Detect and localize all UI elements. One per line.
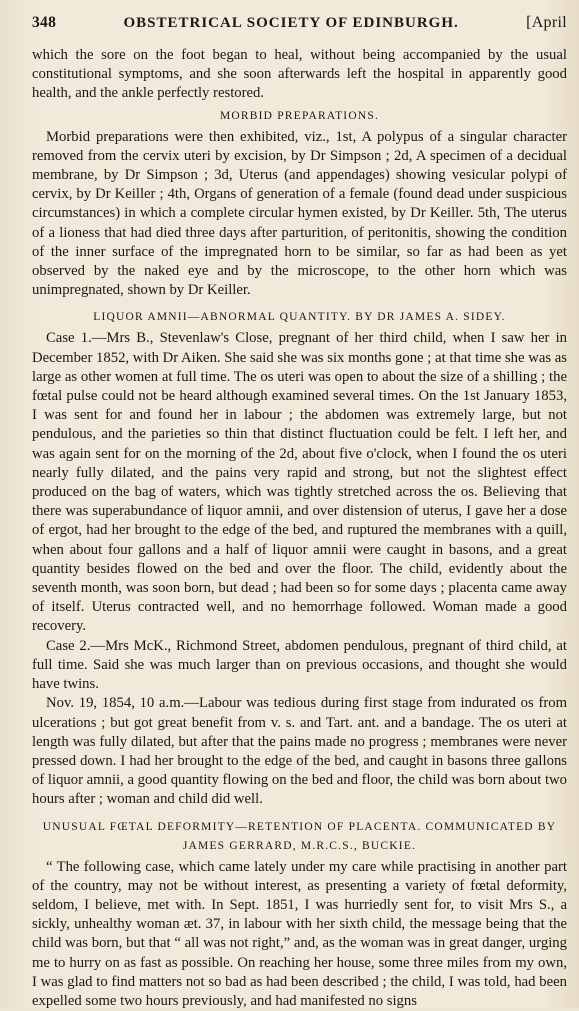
paragraph-case-2: Case 2.—Mrs McK., Richmond Street, abdomen pendulous, pregnant of third child, at full time. Said she was much larger than on previous occasions, and thought she would have twins. bbox=[32, 637, 567, 693]
running-title: OBSTETRICAL SOCIETY OF EDINBURGH. bbox=[123, 15, 459, 31]
paragraph-continuation: which the sore on the foot began to heal, without being accompanied by the usual constitutional symptoms, and she soon afterwards left the hospital in apparently good health, and the ankle perfectly restored. bbox=[32, 47, 567, 102]
section-heading-unusual-line-1: UNUSUAL FŒTAL DEFORMITY—RETENTION OF PLACENTA. COMMUNICATED BY bbox=[42, 820, 557, 833]
paragraph-morbid-preparations: Morbid preparations were then exhibited, viz., 1st, A polypus of a singular character removed from the cervix uteri by excision, by Dr Simpson ; 2d, A specimen of a decidual membrane, by Dr Simpson ; 3d, Uterus (and appendages) showing vesicular polypi of cervix, by Dr Keiller ; 4th, Organs of generation of a female (found dead under suspicious circumstances) in which a complete circular hymen existed, by Dr Keiller. 5th, The uterus of a lioness that had died three days after parturition, of peritonitis, showing the condition of the inner surface of the impregnated horn to be similar, so far as had been as yet observed by the naked eye and by the microscope, to the other horn which was unimpregnated, shown by Dr Keiller. bbox=[32, 128, 567, 299]
running-header bbox=[32, 14, 567, 32]
paragraph-nov-19: Nov. 19, 1854, 10 a.m.—Labour was tedious during first stage from indurated os from ulcerations ; but got great benefit from v. s. and Tart. ant. and a bandage. The os uteri at length was fully dilated, but after that the pains made no progress ; membranes were never pressed down. I had her brought to the edge of the bed, and caught in basons three gallons of liquor amnii, a good quantity flowing on the bed and floor, the child was born about two hours after ; woman and child did well. bbox=[32, 695, 567, 808]
page-number: 348 bbox=[32, 14, 57, 31]
section-heading-liquor-amnii: LIQUOR AMNII—ABNORMAL QUANTITY. BY DR JAMES A. SIDEY. bbox=[93, 311, 506, 324]
running-month: [April bbox=[526, 14, 567, 31]
section-heading-morbid: MORBID PREPARATIONS. bbox=[219, 109, 380, 122]
paragraph-case-1: Case 1.—Mrs B., Stevenlaw's Close, pregnant of her third child, when I saw her in December 1852, with Dr Aiken. She said she was six months gone ; at that time she was as large as other women at full time. The os uteri was open to about the size of a shilling ; the fœtal pulse could not be heard although examined several times. On the 1st January 1853, I was sent for and found her in labour ; the abdomen was extremely large, but not pendulous, and the parieties so thin that distinct fluctuation could be felt. I left her, and was again sent for on the morning of the 2d, about five o'clock, when I found the os uteri nearly fully dilated, and the pains very rapid and strong, but not the slightest effect produced on the bag of waters, which was tightly stretched across the os. Believing that there was superabundance of liquor amnii, and over distension of uterus, I gave her a dose of ergot, had her brought to the edge of the bed, and ruptured the membranes with a quill, when about four gallons and a half of liquor amnii were caught in basons, and a great quantity besides flowed on the bed and over the floor. The child, evidently about the seventh month, was soon born, but dead ; had been so for some days ; placenta came away of itself. Uterus contracted well, and no hemorrhage followed. Woman made a good recovery. bbox=[32, 330, 567, 635]
paragraph-following-case: “ The following case, which came lately under my care while practising in another part of the country, may not be without interest, as presenting a variety of fœtal deformity, seldom, I believe, met with. In Sept. 1851, I was hurriedly sent for, to visit Mrs S., a sickly, unhealthy woman æt. 37, in labour with her sixth child, the message being that the child was born, but that “ all was not right,” and, as the woman was in great danger, urging me to hurry on as fast as possible. On reaching her house, some three miles from my own, I was glad to find matters not so bad as had been described ; the child, I was told, had been expelled some two hours previously, and had manifested no signs bbox=[32, 858, 567, 1009]
section-heading-unusual-line-2: JAMES GERRARD, M.R.C.S., BUCKIE. bbox=[182, 839, 417, 852]
